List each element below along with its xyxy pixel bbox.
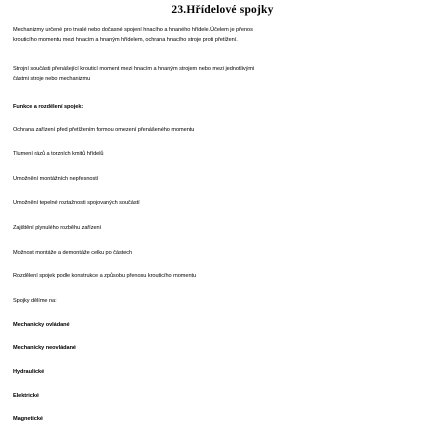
coupling-type: Hydraulické bbox=[13, 369, 45, 375]
division-intro: Spojky dělíme na: bbox=[13, 298, 57, 304]
coupling-type: Mechanicky ovládané bbox=[13, 322, 70, 328]
function-item: Umožnění tepelné roztažnosti spojovaných součástí bbox=[13, 200, 140, 206]
definition-line-1: Strojní součásti přenášející krouticí moment mezi hnacím a hnaným strojem nebo mezi jednotlivými bbox=[13, 66, 255, 72]
page-title: 23.Hřídelové spojky bbox=[171, 4, 274, 16]
intro-line-2: krouticího momentu mezi hnacím a hnaným hřídelem, ochrana hnacího stroje proti přetížení. bbox=[13, 37, 238, 43]
function-item: Možnost montáže a demontáže celku po částech bbox=[13, 250, 133, 256]
function-item: Rozdělení spojek podle konstrukce a způsobu přenosu krouticího momentu bbox=[13, 273, 197, 279]
function-item: Umožnění montážních nepřesností bbox=[13, 176, 99, 182]
intro-line-1: Mechanizmy určené pro trvalé nebo dočasné spojení hnacího a hnaného hřídele.Účelem je přenos bbox=[13, 27, 253, 33]
coupling-type: Magnetické bbox=[13, 416, 43, 422]
function-item: Tlumení rázů a torzních kmitů hřídelů bbox=[13, 151, 104, 157]
definition-line-2: částmi stroje nebo mechanizmu bbox=[13, 76, 91, 82]
functions-heading: Funkce a rozdělení spojek: bbox=[13, 104, 84, 110]
coupling-type: Elektrické bbox=[13, 393, 39, 399]
coupling-type: Mechanicky neovládané bbox=[13, 345, 76, 351]
function-item: Ochrana zařízení před přetížením formou omezení přenášeného momentu bbox=[13, 127, 195, 133]
function-item: Zajištění plynulého rozběhu zařízení bbox=[13, 225, 102, 231]
